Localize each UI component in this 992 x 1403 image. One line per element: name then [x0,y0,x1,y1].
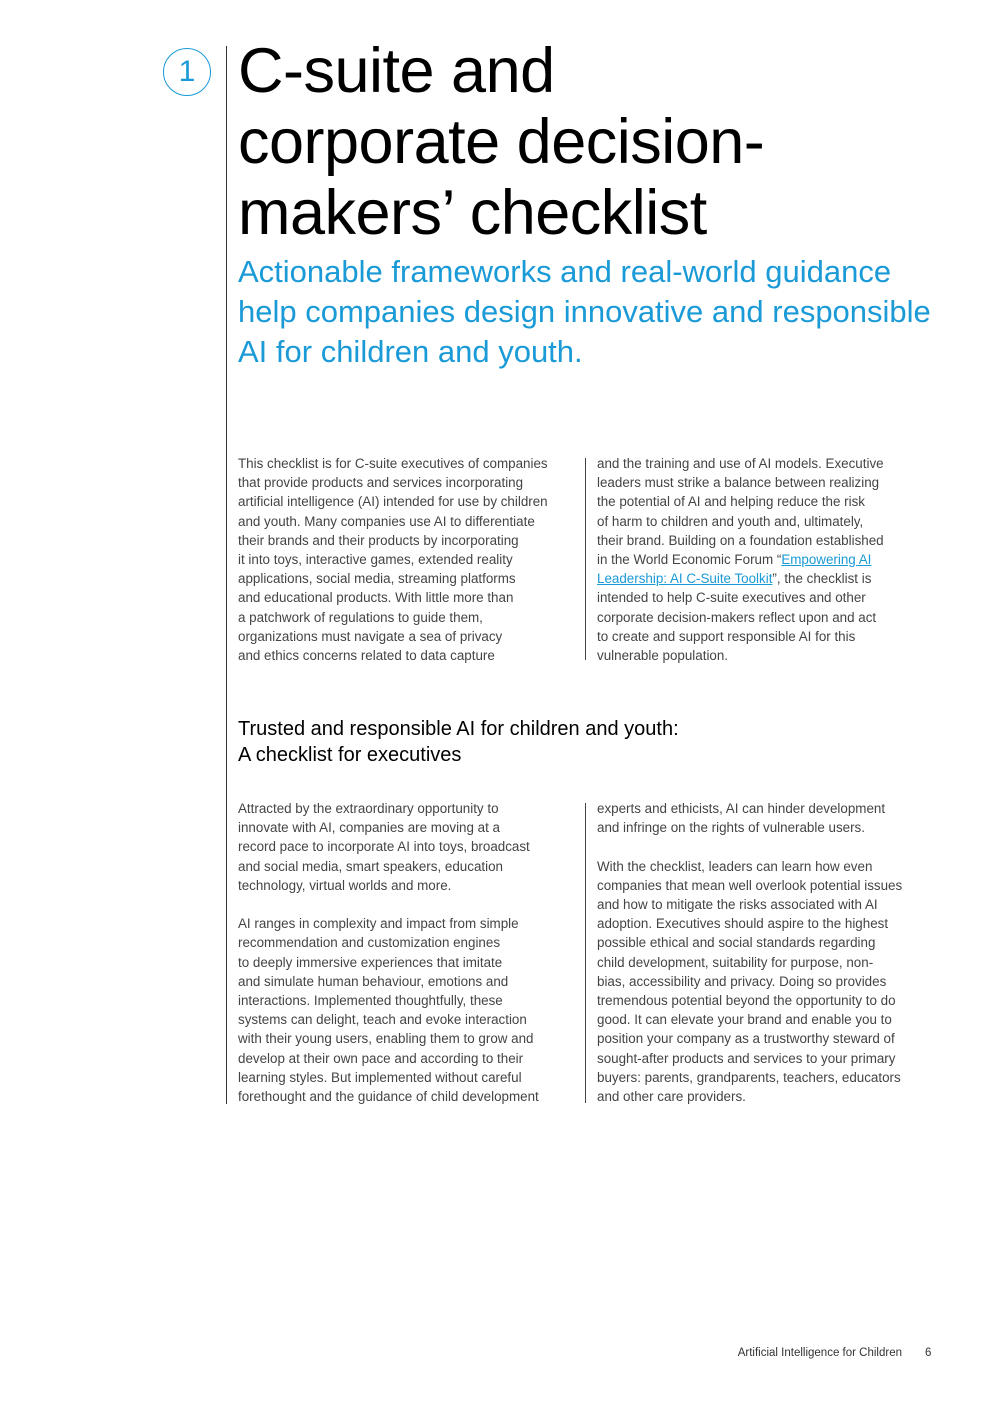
footer-title: Artificial Intelligence for Children [737,1347,902,1359]
toolkit-link[interactable]: Empowering AI Leadership: AI C-Suite Toolkit [597,552,872,587]
intro-right-text-end: ”, the checklist is intended to help C-suite executives and other corporate decision-makers reflect upon and act to create and support responsible AI for this vulnerable population. [597,571,877,664]
chapter-number: 1 [178,55,196,88]
section-right-column: experts and ethicists, AI can hinder development and infringe on the rights of vulnerable users. With the checklist, leaders can learn how even companies that mean well overlook potential issues and how to mitigate the risks associated with AI adoption. Executives should aspire to the highest possible ethical and social standards regarding child development, suitability for purpose, non- bias, accessibility and privacy. Doing so provides tremendous potential beyond the opportunity to do good. It can elevate your brand and enable you to position your company as a trustworthy steward of sought-after products and services to your primary buyers: parents, grandparents, teachers, educators and other care providers. [597,801,903,1105]
column-divider [585,803,586,1103]
section-left-column: Attracted by the extraordinary opportunity to innovate with AI, companies are moving at a record pace to incorporate AI into toys, broadcast and social media, smart speakers, education technology, virtual worlds and more. AI ranges in complexity and impact from simple recommendation and customization engines to deeply immersive experiences that imitate and simulate human behaviour, emotions and interactions. Implemented thoughtfully, these systems can delight, teach and evoke interaction with their young users, enabling them to grow and develop at their own pace and according to their learning styles. But implemented without careful forethought and the guidance of child development [238,801,539,1105]
column-divider [585,458,586,660]
intro-right-text: and the training and use of AI models. Executive leaders must strike a balance between realizing the potential of AI and helping reduce the risk of harm to children and youth and, ultimately, their brand. Building on a foundation established in the World Economic Forum “ [597,456,884,568]
intro-right-column [597,454,942,665]
page-number: 6 [925,1347,932,1359]
section-heading: Trusted and responsible AI for children and youth: A checklist for executives [238,718,679,766]
intro-left-column: This checklist is for C-suite executives of companies that provide products and services incorporating artificial intelligence (AI) intended for use by children and youth. Many companies use AI to differentiate their brands and their products by incorporating it into toys, interactive games, extended reality applications, social media, streaming platforms and educational products. With little more than a patchwork of regulations to guide them, organizations must navigate a sea of privacy and ethics concerns related to data capture [238,456,548,664]
page-title: C-suite and corporate decision- makers’ checklist [238,36,765,248]
page-subtitle: Actionable frameworks and real-world guidance help companies design innovative and responsible AI for children and youth. [238,254,931,369]
chapter-number-badge [163,48,211,96]
vertical-rule [226,46,227,1104]
